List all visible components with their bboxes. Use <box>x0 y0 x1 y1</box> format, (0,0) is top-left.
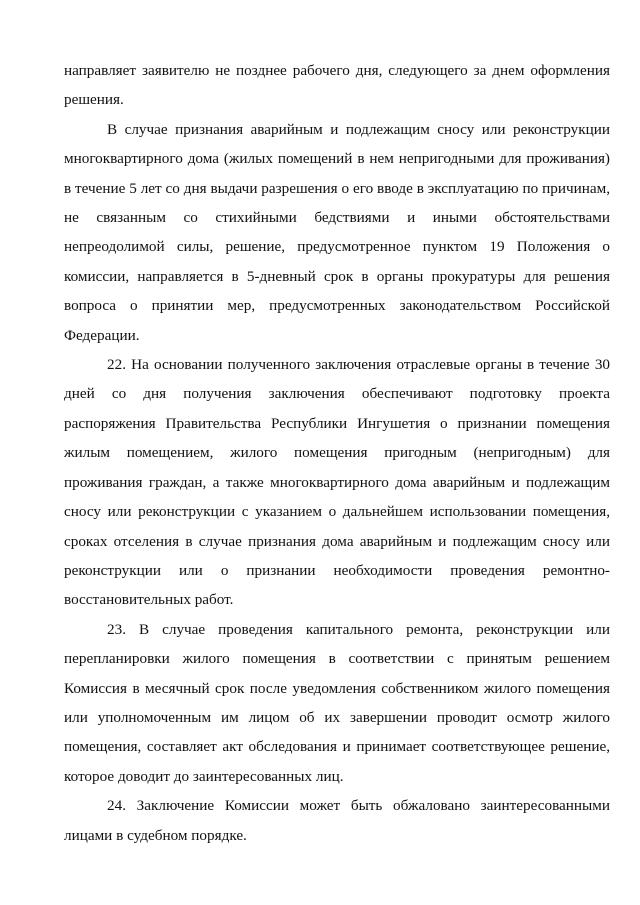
document-body <box>64 56 610 850</box>
paragraph-emergency-housing: В случае признания аварийным и подлежащим сносу или реконструкции многоквартирного дома (жилых помещений в нем непригодными для проживания) в течение 5 лет со дня выдачи разрешения о его вводе в эксплуатацию по причинам, не связанным со стихийными бедствиями и иными обстоятельствами непреодолимой силы, решение, предусмотренное пунктом 19 Положения о комиссии, направляется в 5-дневный срок в органы прокуратуры для решения вопроса о принятии мер, предусмотренных законодательством Российской Федерации. <box>64 120 610 344</box>
paragraph-clause-23: 23. В случае проведения капитального ремонта, реконструкции или перепланировки жилого помещения в соответствии с принятым решением Комиссия в месячный срок после уведомления собственником жилого помещения или уполномоченным им лицом об их завершении проводит осмотр жилого помещения, составляет акт обследования и принимает соответствующее решение, которое доводит до заинтересованных лиц. <box>64 620 610 785</box>
paragraph-clause-24: 24. Заключение Комиссии может быть обжаловано заинтересованными лицами в судебном порядке. <box>64 797 610 844</box>
paragraph-clause-22: 22. На основании полученного заключения отраслевые органы в течение 30 дней со дня получения заключения обеспечивают подготовку проекта распоряжения Правительства Республики Ингушетия о признании помещения жилым помещением, жилого помещения пригодным (непригодным) для проживания граждан, а также многоквартирного дома аварийным и подлежащим сносу или реконструкции с указанием о дальнейшем использовании помещения, сроках отселения в случае признания дома аварийным и подлежащим сносу или реконструкции или о признании необходимости проведения ремонтно-восстановительных работ. <box>64 356 610 609</box>
paragraph-continuation: направляет заявителю не позднее рабочего дня, следующего за днем оформления решения. <box>64 62 610 109</box>
